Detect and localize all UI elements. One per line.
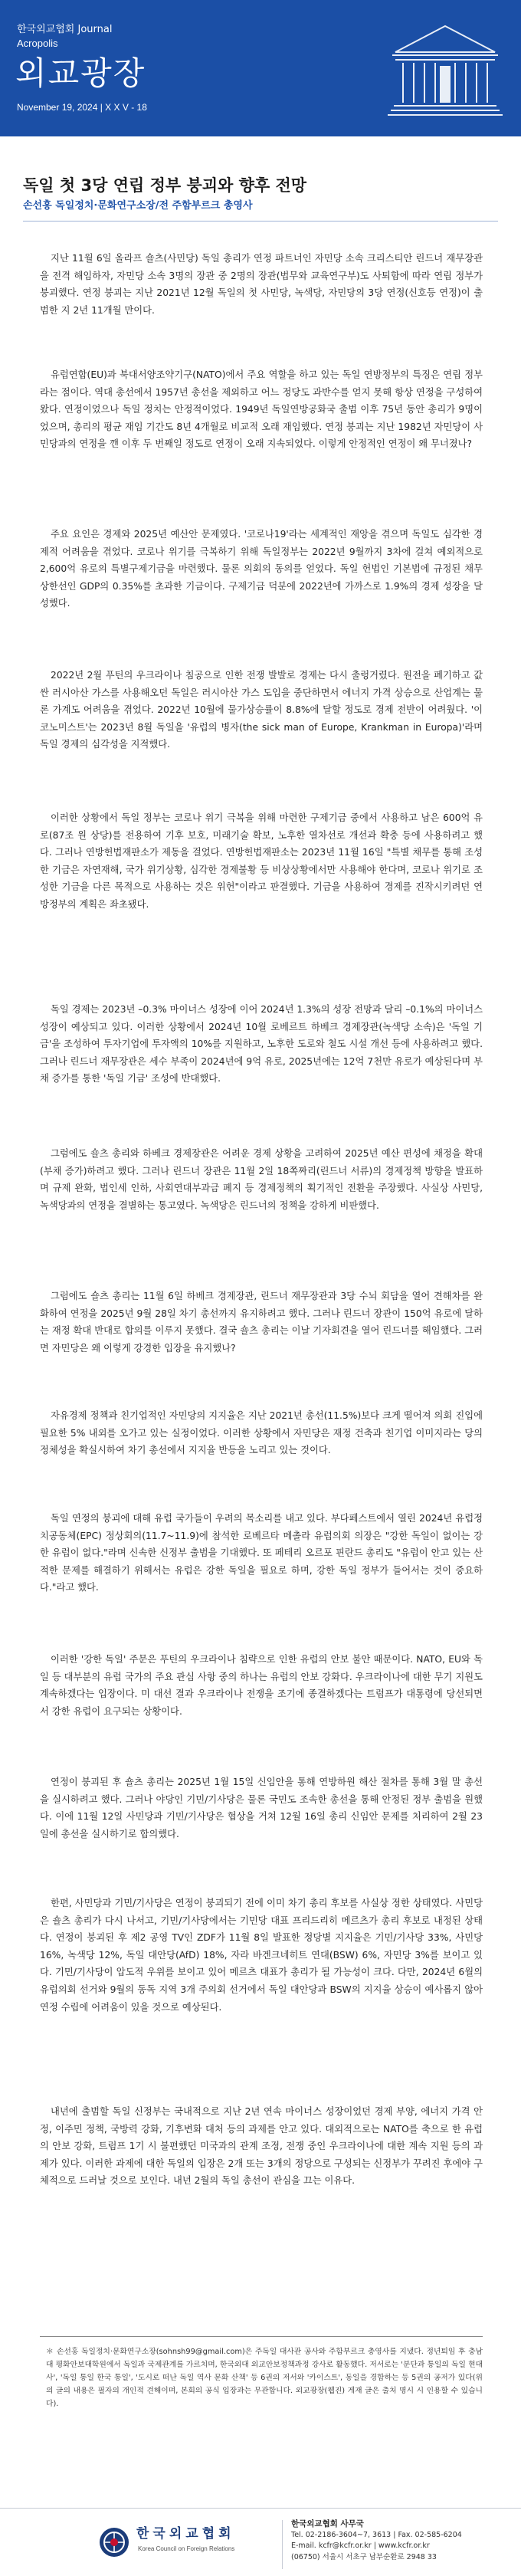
footer-separator bbox=[282, 2520, 283, 2569]
issue-line: November 19, 2024 | X X V - 18 bbox=[17, 102, 147, 113]
article-paragraph: 이러한 상황에서 독일 정부는 코로나 위기 극복을 위해 마련한 구제기금 중에서 사용하고 남은 600억 유로(87조 원 상당)를 전용하여 기후 보호, 미래기술 확보, 노후한 열차선로 개선과 확충 등에 사용하려고 했다. 그러나 연방헌법재판소가 제동을 걸었다. 연방헌법재판소는 2023년 11월 16일 "특별 채무를 통해 조성한 기금은 자연재해, 국가 위기상황, 심각한 경제불황 등 비상상황에서만 사용해야 한다며, 코로나 위기로 조성한 기금을 다른 목적으로 사용하는 것은 위헌"이라고 판결했다. 기금을 사용하여 경제를 진작시키려던 연방정부의 계획은 좌초됐다. bbox=[40, 812, 483, 910]
article-paragraph: 자유경제 정책과 친기업적인 자민당의 지지율은 지난 2021년 총선(11.5%)보다 크게 떨어져 의회 진입에 필요한 5% 내외를 오가고 있는 실정이었다. 이러한 상황에서 자민당은 재정 건축과 친기업 이미지라는 당의 정체성을 확실시하여 차기 총선에서 지지율 반등을 노리고 있는 것이다. bbox=[40, 1410, 483, 1456]
address: (06750) 서울시 서초구 남부순환로 2948 33 bbox=[291, 2552, 437, 2561]
article-paragraph: 그럼에도 숄츠 총리는 11월 6일 하베크 경제장관, 린드너 재무장관과 3당 수뇌 회담을 열어 견해차를 완화하여 연정을 2025년 9월 28일 차기 총선까지 유지하려고 했다. 그러나 린드너 장관이 150억 유로에 달하는 재정 확대 반대로 합의를 이루지 못했다. 결국 숄츠 총리는 이날 기자회견을 열어 린드너를 해임했다. 그러면 자민당은 왜 이렇게 강경한 입장을 유지했나? bbox=[40, 1291, 483, 1354]
acropolis-temple-icon bbox=[388, 20, 503, 120]
article-paragraph: 주요 요인은 경제와 2025년 예산안 문제였다. '코로나19'라는 세계적인 재앙을 겪으며 독일도 심각한 경제적 어려움을 겪었다. 코로나 위기를 극복하기 위해 독일정부는 2022년 9월까지 3차에 걸쳐 예외적으로 2,600억 유로의 특별구제기금을 마련했다. 물론 의회의 동의를 얻었다. 독일 헌법인 기본법에 규정된 채무 상한선인 GDP의 0.35%를 초과한 기금이다. 구제기금 덕분에 2022년에 가까스로 1.9%의 경제 성장을 달성했다. bbox=[40, 529, 483, 609]
article-paragraph: 내년에 출범할 독일 신정부는 국내적으로 지난 2년 연속 마이너스 성장이었던 경제 부양, 에너지 가격 안정, 이주민 정책, 국방력 강화, 기후변화 대처 등의 과제를 안고 있다. 대외적으로는 NATO를 축으로 한 유럽의 안보 강화, 트럼프 1기 시 불편했던 미국과의 관계 조정, 전쟁 중인 우크라이나에 대한 계속 지원 등의 과제가 있다. 이러한 과제에 대한 독일의 입장은 2개 또는 3개의 정당으로 구성되는 신정부가 꾸려진 후에야 구체적으로 드러날 것으로 보인다. 내년 2월의 독일 총선이 관심을 끄는 이유다. bbox=[40, 2106, 483, 2187]
article-paragraph: 독일 경제는 2023년 –0.3% 마이너스 성장에 이어 2024년 1.3%의 성장 전망과 달리 –0.1%의 마이너스 성장이 예상되고 있다. 이러한 상황에서 2024년 10월 로베르트 하베크 경제장관(녹색당 소속)은 '독일 기금'을 조성하여 투자기업에 투자액의 10%를 지원하고, 노후한 도로와 철도 시설 개선 등에 사용하려고 했다. 그러나 린드너 재무장관은 세수 부족이 2024년에 9억 유로, 2025년에는 12억 7천만 유로가 예상된다며 부채 증가를 통한 '독일 기금' 조성에 반대했다. bbox=[40, 1004, 483, 1085]
email-web: E-mail. kcfr@kcfr.or.kr | www.kcfr.or.kr bbox=[291, 2542, 430, 2550]
article-paragraph: 유럽연합(EU)과 북대서양조약기구(NATO)에서 주요 역할을 하고 있는 독일 연방정부의 특징은 연립 정부라는 점이다. 역대 총선에서 1957년 총선을 제외하고 어느 정당도 과반수를 얻지 못해 항상 연정을 구성하여 왔다. 연정이었으나 독일 정치는 안정적이었다. 1949년 독일연방공화국 출범 이후 75년 동안 총리가 9명이었으며, 총리의 평균 재임 기간도 8년 4개월로 비교적 오래 재임했다. 연정 붕괴는 지난 1982년 자민당이 사민당과의 연정을 깬 이후 두 번째일 정도로 연정이 오래 지속되었다. 이렇게 안정적인 연정이 왜 무너졌나? bbox=[40, 369, 483, 450]
journal-name: 한국외교협회 Journal bbox=[17, 24, 113, 35]
office-title: 한국외교협회 사무국 bbox=[291, 2519, 364, 2528]
article-paragraph: 그럼에도 숄츠 총리와 하베크 경제장관은 어려운 경제 상황을 고려하여 2025년 예산 편성에 채정을 확대(부채 증가)하려고 했다. 그러나 린드너 장관은 11월 2일 18쪽짜리(린드너 서류)의 경제정책 방향을 발표하며 규제 완화, 법인세 인하, 사회연대부과금 폐지 등 경제정책의 획기적인 전환을 주장했다. 사실상 사민당, 녹색당과의 연정을 결별하는 통고였다. 녹색당은 린드너의 정책을 강하게 비판했다. bbox=[40, 1148, 483, 1211]
article-paragraph: 연정이 붕괴된 후 숄츠 총리는 2025년 1월 15일 신임안을 통해 연방하원 해산 절차를 통해 3월 말 총선을 실시하려고 했다. 그러나 야당인 기민/기사당은 물론 국민도 조속한 총선을 통해 안정된 정부 출범을 원했다. 이에 11월 12일 사민당과 기민/기사당은 협상을 거쳐 12월 16일 총리 신임안 문제를 처리하여 2월 23일에 총선을 실시하기로 합의했다. bbox=[40, 1777, 483, 1839]
article-title: 독일 첫 3당 연립 정부 붕괴와 향후 전망 bbox=[23, 176, 307, 195]
article-paragraph: 한편, 사민당과 기민/기사당은 연정이 붕괴되기 전에 이미 차기 총리 후보를 사실상 정한 상태였다. 사민당은 숄츠 총리가 다시 나서고, 기민/기사당에서는 기민당 대표 프리드리히 메르츠가 총리 후보로 내정된 상태다. 연정이 붕괴된 후 제2 공영 TV인 ZDF가 11월 8일 발표한 정당별 지지율은 기민/기사당 33%, 사민당 16%, 녹색당 12%, 독일 대안당(AfD) 18%, 자라 바겐크네히트 연대(BSW) 6%, 자민당 3%를 보이고 있다. 기민/기사당이 압도적 우위를 보이고 있어 메르츠 대표가 총리가 될 가능성이 크다. 다만, 2024년 6월의 유럽의회 선거와 9월의 동독 지역 3개 주의회 선거에서 독일 대안당과 BSW의 지지율 상승이 예사롭지 않아 연정 수립에 어려움이 있을 것으로 예상된다. bbox=[40, 1898, 483, 2013]
footer-org-english: Korea Council on Foreign Relations bbox=[138, 2545, 235, 2552]
footer-divider bbox=[0, 2508, 521, 2509]
journal-subtitle: Acropolis bbox=[17, 38, 58, 49]
footer-org-name: 한국외교협회 bbox=[136, 2526, 235, 2542]
author-footnote: ＊ 손선홍 독일정치·문화연구소장(sohnsh99@gmail.com)은 주독일 대사관 공사와 주함부르크 총영사를 지냈다. 정년퇴임 후 충남대 평화안보대학원에서 독일과 국제관계를 가르치며, 한국외대 외교안보정책과정 강사로 활동했다. 저서로는 '분단과 통일의 독일 현대사', '독일 통일 한국 통일', '도시로 떠난 독일 역사 문화 산책' 등 6권의 저서와 '카이스트', 동일을 경합하는 등 5권의 공저가 있다(위의 글의 내용은 필자의 개인적 견해이며, 본회의 공식 입장과는 무관합니다. 외교광장(웹진) 게재 글은 출처 명시 시 인용할 수 있습니다). bbox=[46, 2348, 483, 2408]
phone-fax: Tel. 02-2186-3604~7, 3613 | Fax. 02-585-6204 bbox=[291, 2530, 462, 2539]
journal-title: 외교광장 bbox=[15, 54, 146, 92]
article-paragraph: 독일 연정의 붕괴에 대해 유럽 국가들이 우려의 목소리를 내고 있다. 부다페스트에서 열린 2024년 유럽정치공동체(EPC) 정상회의(11.7~11.9)에 참석한 로베르타 메촐라 유럽의회 의장은 "강한 독일이 없이는 강한 유럽이 없다."라며 신속한 신정부 출범을 기대했다. 또 페테리 오르포 핀란드 총리도 "유럽이 안고 있는 산적한 문제를 해결하기 위해서는 유럽은 강한 독일을 필요로 하며, 강한 독일 정부가 들어서는 것이 중요하다."라고 했다. bbox=[40, 1513, 483, 1593]
footnote-divider bbox=[40, 2336, 483, 2337]
title-divider bbox=[23, 221, 498, 222]
article-paragraph: 2022년 2월 푸틴의 우크라이나 침공으로 인한 전쟁 발발로 경제는 다시 출렁거렸다. 원전을 폐기하고 값싼 러시아산 가스를 사용해오던 독일은 러시아산 가스 도입을 중단하면서 에너지 가격 상승으로 산업계는 물론 가계도 어려움을 겪었다. 2022년 10월에 물가상승률이 8.8%에 달할 정도로 경제 전반이 어려웠다. '이코노미스트'는 2023년 8월 독일을 '유럽의 병자(the sick man of Europe, Krankman in Europa)'라며 독일 경제의 심각성을 지적했다. bbox=[40, 670, 483, 750]
article-paragraph: 지난 11월 6일 올라프 숄츠(사민당) 독일 총리가 연정 파트너인 자민당 소속 크리스티안 린드너 재무장관을 전격 해임하자, 자민당 소속 3명의 장관 중 2명의 장관(법무와 교육연구부)도 사퇴함에 따라 연립 정부가 붕괴했다. 연정 붕괴는 지난 2021년 12월 독일의 첫 사민당, 녹색당, 자민당의 3당 연정(신호등 연정)이 출범한 지 2년 11개월 만이다. bbox=[40, 253, 483, 316]
article-author: 손선홍 독일정치·문화연구소장/전 주함부르크 총영사 bbox=[23, 200, 253, 212]
article-paragraph: 이러한 '강한 독일' 주문은 푸틴의 우크라이나 침략으로 인한 유럽의 안보 불안 때문이다. NATO, EU와 독일 등 대부분의 유럽 국가의 주요 관심 사항 중의 하나는 유럽의 안보 강화다. 우크라이나에 대한 무기 지원도 계속하겠다는 입장이다. 미 대선 결과 우크라이나 전쟁을 조기에 종결하겠다는 트럼프가 대통령에 당선되면서 강한 유럽이 요구되는 상황이다. bbox=[40, 1654, 483, 1717]
kcfr-logo-icon bbox=[98, 2526, 130, 2558]
footer-contact bbox=[291, 2519, 506, 2563]
masthead bbox=[0, 0, 521, 136]
